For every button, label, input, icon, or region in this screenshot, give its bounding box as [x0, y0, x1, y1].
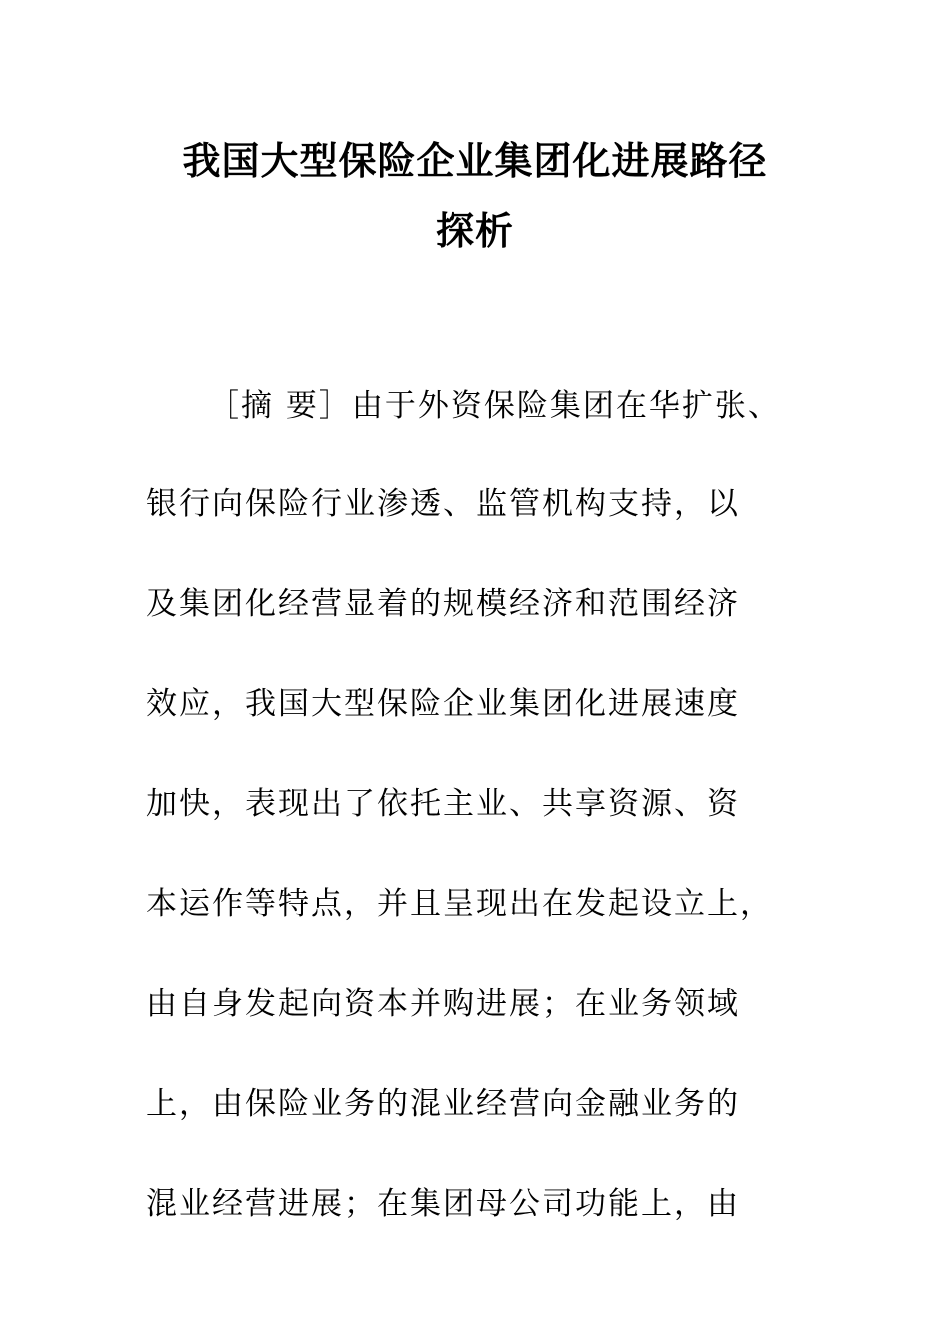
abstract-line-9: 混业经营进展；在集团母公司功能上，由 — [146, 1186, 740, 1222]
abstract-line-8: 上，由保险业务的混业经营向金融业务的 — [146, 1086, 740, 1122]
abstract-line-6: 本运作等特点，并且呈现出在发起设立上， — [146, 886, 773, 922]
abstract-line-5: 加快，表现出了依托主业、共享资源、资 — [146, 786, 740, 822]
document-title-line-2: 探析 — [435, 208, 514, 253]
abstract-line-7: 由自身发起向资本并购进展；在业务领域 — [146, 986, 740, 1022]
abstract-line-1: ［摘 要］由于外资保险集团在华扩张、 — [208, 388, 781, 424]
abstract-line-2: 银行向保险行业渗透、监管机构支持，以 — [146, 486, 740, 522]
abstract-line-4: 效应，我国大型保险企业集团化进展速度 — [146, 686, 740, 722]
document-title-line-1: 我国大型保险企业集团化进展路径 — [182, 138, 768, 183]
abstract-line-3: 及集团化经营显着的规模经济和范围经济 — [146, 586, 740, 622]
